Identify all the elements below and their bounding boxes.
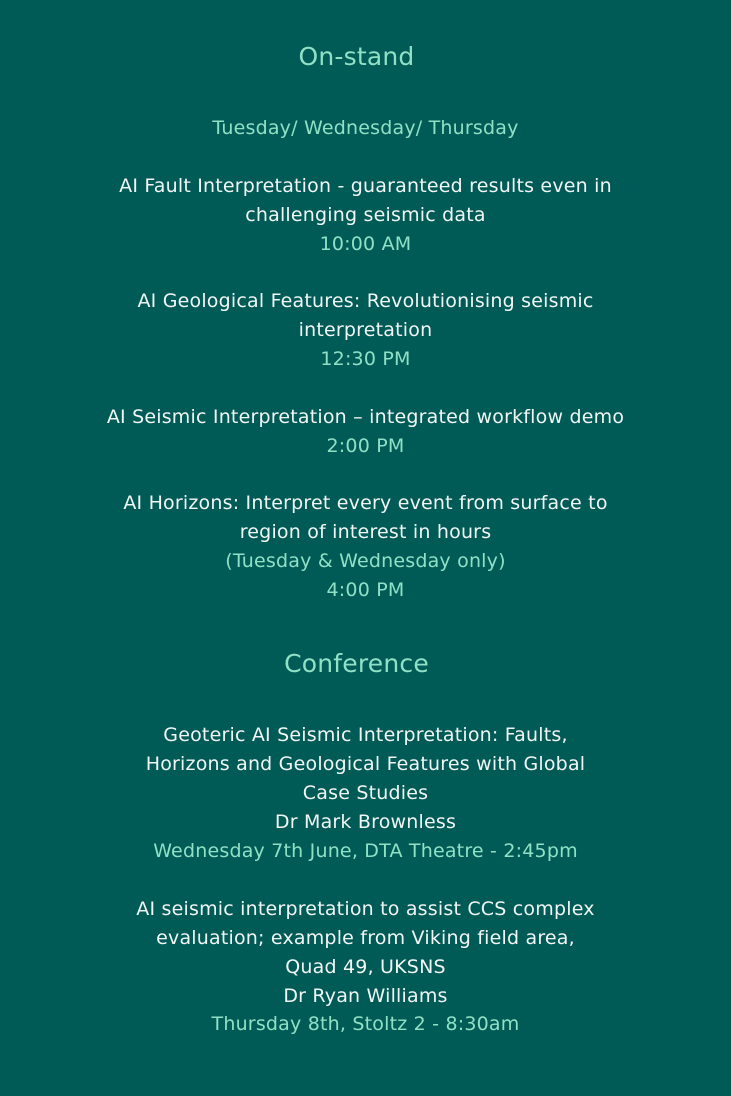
talk-when: Thursday 8th, Stoltz 2 - 8:30am — [211, 1013, 520, 1035]
talk-title-line: evaluation; example from Viking field area, — [156, 927, 575, 949]
talk-title-line: Horizons and Geological Features with Global — [145, 753, 586, 775]
conference-heading: Conference — [284, 649, 429, 678]
session-time: 10:00 AM — [319, 233, 412, 255]
session-time: 2:00 PM — [326, 435, 405, 457]
session-title-line: AI Horizons: Interpret every event from surface to — [123, 492, 608, 514]
session-title-line: region of interest in hours — [239, 521, 492, 543]
talk-speaker: Dr Ryan Williams — [283, 985, 448, 1007]
talk-title-line: AI seismic interpretation to assist CCS complex — [136, 898, 595, 920]
session-title-line: interpretation — [298, 319, 433, 341]
talk-title-line: Quad 49, UKSNS — [285, 956, 446, 978]
session-title-line: AI Fault Interpretation - guaranteed results even in — [119, 175, 612, 197]
session-title-line: AI Seismic Interpretation – integrated workflow demo — [106, 406, 625, 428]
onstand-heading: On-stand — [298, 42, 415, 71]
onstand-days: Tuesday/ Wednesday/ Thursday — [212, 117, 519, 139]
session-time: 4:00 PM — [326, 579, 405, 601]
session-title-line: AI Geological Features: Revolutionising seismic — [137, 290, 594, 312]
talk-speaker: Dr Mark Brownless — [274, 811, 457, 833]
session-note: (Tuesday & Wednesday only) — [225, 550, 506, 572]
session-time: 12:30 PM — [320, 348, 411, 370]
talk-title-line: Case Studies — [302, 782, 429, 804]
session-title-line: challenging seismic data — [245, 204, 486, 226]
talk-when: Wednesday 7th June, DTA Theatre - 2:45pm — [153, 840, 578, 862]
talk-title-line: Geoteric AI Seismic Interpretation: Faults, — [163, 724, 568, 746]
